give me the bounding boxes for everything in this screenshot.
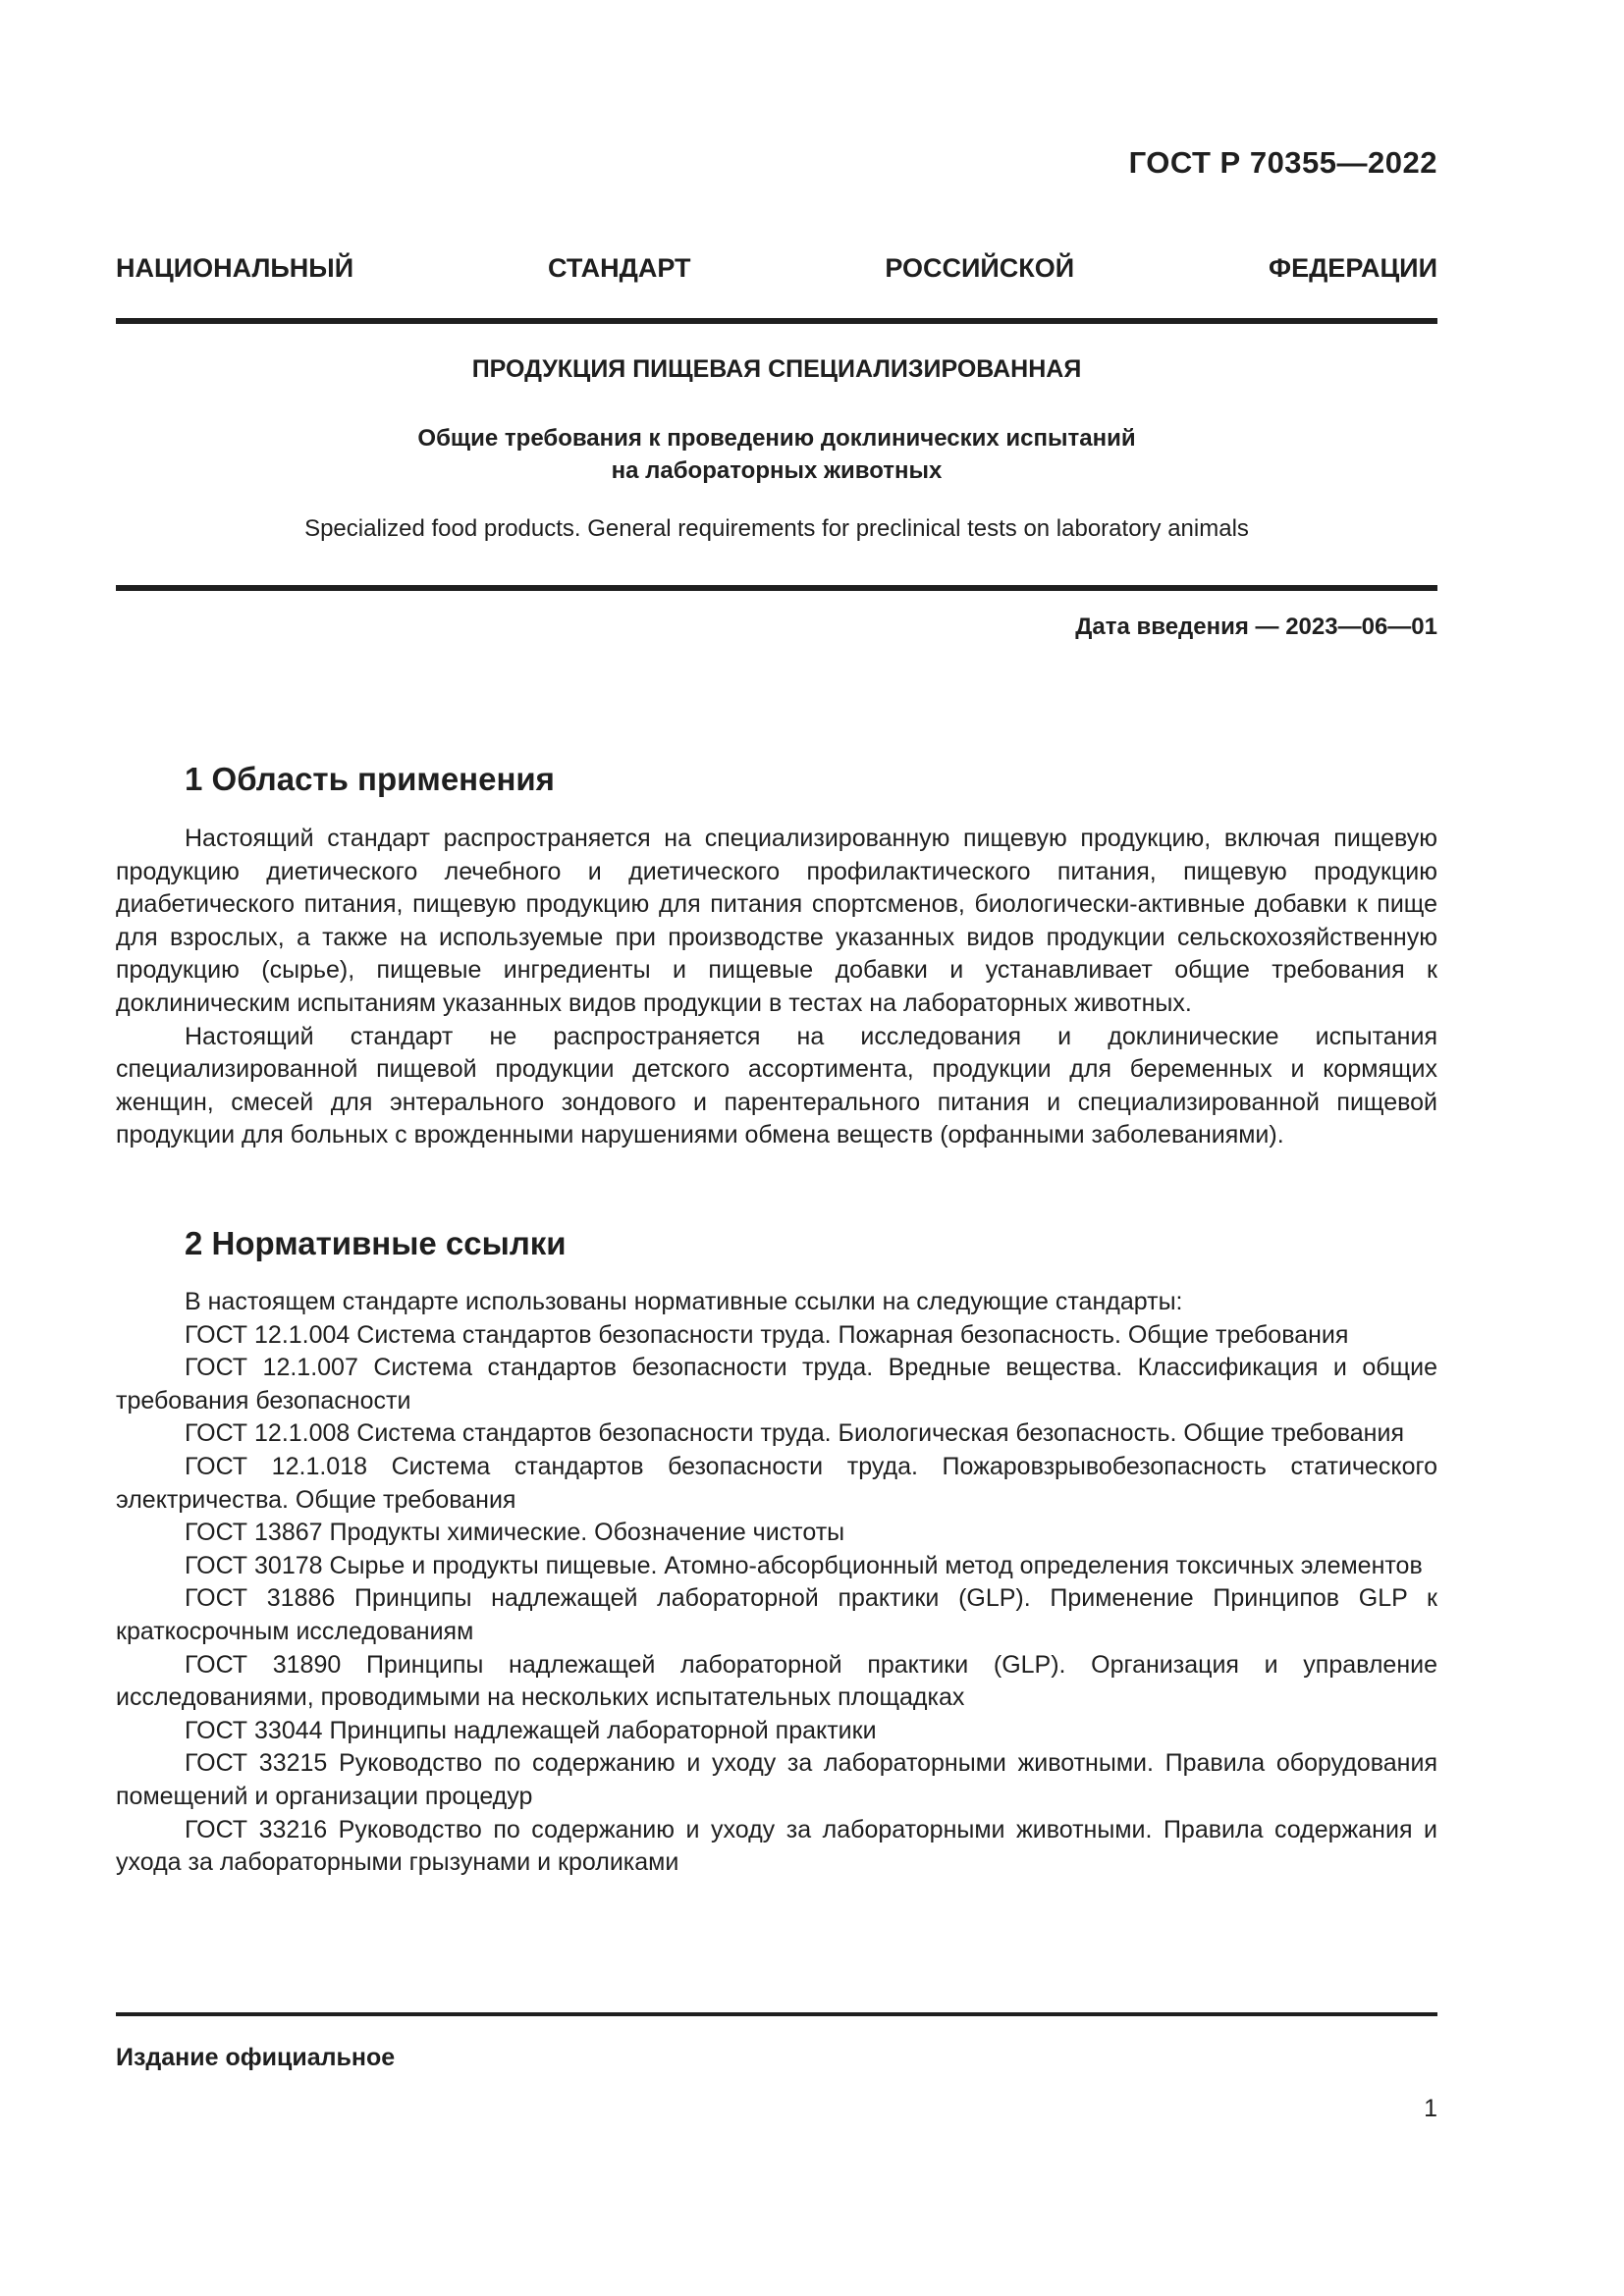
document-number: ГОСТ Р 70355—2022	[1128, 145, 1437, 180]
scope-paragraph: Настоящий стандарт не распространяется на исследования и доклинические испытания специализированной пищевой продукции детского ассортимента, продукции для беременных и кормящих женщин, смесей для энтерального зондового и парентерального питания и специализированной пищевой продукции для больных с врожденными нарушениями обмена веществ (орфанными заболеваниями).	[116, 1022, 1437, 1149]
subtitle	[116, 422, 1437, 487]
national-standard-title: НАЦИОНАЛЬНЫЙ СТАНДАРТ РОССИЙСКОЙ ФЕДЕРАЦИИ	[116, 253, 1437, 283]
reference-item: ГОСТ 12.1.004 Система стандартов безопасности труда. Пожарная безопасность. Общие требования	[185, 1320, 1349, 1349]
section-heading-references: 2 Нормативные ссылки	[185, 1225, 567, 1261]
reference-item: ГОСТ 12.1.018 Система стандартов безопасности труда. Пожаровзрывобезопасность статического электричества. Общие требования	[116, 1452, 1437, 1514]
subtitle-line-2: на лабораторных животных	[611, 457, 943, 484]
reference-item: ГОСТ 12.1.007 Система стандартов безопасности труда. Вредные вещества. Классификация и общие требования безопасности	[116, 1354, 1437, 1415]
english-title: Specialized food products. General requirements for preclinical tests on laboratory animals	[304, 515, 1249, 542]
scope-paragraph: Настоящий стандарт распространяется на специализированную пищевую продукцию, включая пищевую продукцию диетического лечебного и диетического профилактического питания, пищевую продукцию диабетического питания, пищевую продукцию для питания спортсменов, биологически-активные добавки к пище для взрослых, а также на используемые при производстве указанных видов продукции сельскохозяйственную продукцию (сырье), пищевые ингредиенты и пищевые добавки и устанавливает общие требования к доклиническим испытаниям указанных видов продукции в тестах на лабораторных животных.	[116, 825, 1437, 1017]
references-intro: В настоящем стандарте использованы нормативные ссылки на следующие стандарты:	[185, 1288, 1183, 1315]
reference-item: ГОСТ 31890 Принципы надлежащей лабораторной практики (GLP). Организация и управление исследованиями, проводимыми на нескольких испытательных площадках	[116, 1650, 1437, 1712]
reference-item: ГОСТ 33216 Руководство по содержанию и уходу за лабораторными животными. Правила содержания и ухода за лабораторными грызунами и кроликами	[116, 1815, 1437, 1877]
title-divider	[116, 585, 1437, 591]
section-heading-scope: 1 Область применения	[185, 761, 555, 797]
reference-item: ГОСТ 12.1.008 Система стандартов безопасности труда. Биологическая безопасность. Общие требования	[185, 1419, 1404, 1448]
reference-item: ГОСТ 13867 Продукты химические. Обозначение чистоты	[185, 1519, 845, 1547]
reference-item: ГОСТ 33044 Принципы надлежащей лабораторной практики	[185, 1716, 877, 1744]
references-section-body	[116, 1286, 1437, 1880]
introduction-date: Дата введения — 2023—06—01	[1075, 614, 1437, 640]
product-title: ПРОДУКЦИЯ ПИЩЕВАЯ СПЕЦИАЛИЗИРОВАННАЯ	[471, 355, 1082, 383]
scope-section-body	[116, 823, 1437, 1152]
reference-item: ГОСТ 31886 Принципы надлежащей лабораторной практики (GLP). Применение Принципов GLP к краткосрочным исследованиям	[116, 1584, 1437, 1645]
subtitle-line-1: Общие требования к проведению доклинических испытаний	[417, 425, 1136, 452]
reference-item: ГОСТ 33215 Руководство по содержанию и уходу за лабораторными животными. Правила оборудования помещений и организации процедур	[116, 1749, 1437, 1810]
top-divider	[116, 318, 1437, 324]
official-edition-label: Издание официальное	[116, 2044, 396, 2071]
reference-item: ГОСТ 30178 Сырье и продукты пищевые. Атомно-абсорбционный метод определения токсичных элементов	[185, 1551, 1423, 1579]
footer-divider	[116, 2012, 1437, 2016]
page-number: 1	[1424, 2095, 1437, 2122]
